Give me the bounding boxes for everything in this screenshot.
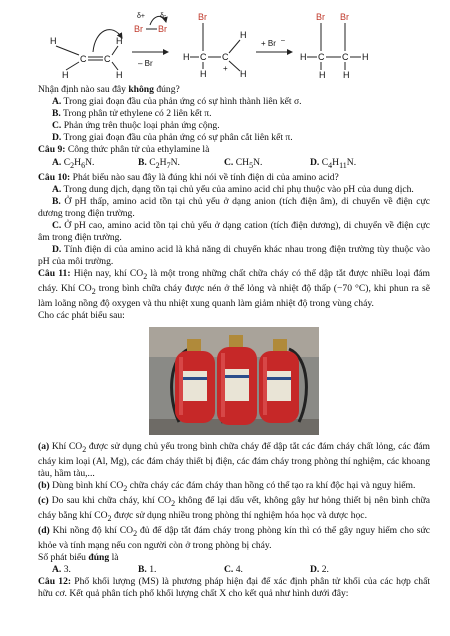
statement-c: (c) Do sau khi chữa cháy, khí $CO_2$ không để lại dấu vết, không gây hư hỏng thiết bị nên bình chữa cháy bằng khí $CO_2$ được sử dụng nhiều trong phòng thí nghiệm hóa học và dược học.	[38, 494, 430, 523]
arrow1-label: – Br	[138, 59, 153, 68]
br-atom-1: Br	[134, 24, 143, 34]
q11-options	[38, 564, 430, 576]
q9-option-d: D. $C_4H_{11}N$.	[310, 156, 357, 170]
intermediate-h1: H	[183, 52, 190, 62]
intermediate-h3: H	[240, 30, 247, 40]
product-h4: H	[343, 70, 350, 80]
dplus-label: δ+	[137, 13, 145, 20]
product-h2: H	[362, 52, 369, 62]
intermediate-h2: H	[200, 69, 207, 79]
carbocation-charge: +	[223, 64, 228, 73]
q10-option-d: D. Tính điện di của amino acid là khả năng di chuyển khác nhau trong điện trường tùy thuộc vào pH của môi trường.	[38, 244, 430, 268]
arrow2-label: + Br	[261, 39, 276, 48]
q11-count-prompt: Số phát biểu đúng là	[38, 551, 119, 563]
q10-option-a: A. Trong dung dịch, dạng tồn tại chủ yếu của amino acid chỉ phụ thuộc vào pH của dung dịch.	[52, 183, 414, 195]
arrow2-label-charge: –	[281, 37, 285, 44]
q8-option-d: D. Trong giai đoạn đầu của phản ứng có sự phân cắt liên kết π.	[52, 132, 293, 144]
question-9: Câu 9: Công thức phân tử của ethylamine là	[38, 144, 210, 156]
question-12: Câu 12: Phổ khối lượng (MS) là phương pháp hiện đại để xác định phân tử khối của các hợp chất hữu cơ. Kết quả phân tích phổ khối lượng chất X cho kết quả như hình dưới đây:	[38, 575, 431, 600]
ethylene-h3: H	[62, 70, 69, 80]
q11-option-d: D. 2.	[310, 563, 329, 575]
q10-option-c: C. Ở pH cao, amino acid tồn tại chủ yếu ở dạng cation (tích điện dương), di chuyển về điện cực âm trong điện trường.	[38, 219, 430, 244]
product-br1: Br	[316, 12, 325, 22]
document-body	[38, 84, 430, 600]
statement-b: (b) Dùng bình khí $CO_2$ chữa cháy các đám cháy than hồng có thể tạo ra khí độc hại và nguy hiểm.	[38, 479, 416, 493]
q10-option-b: B. Ở pH thấp, amino acid tồn tại chủ yếu ở dạng anion (tích điện âm), di chuyển về điện cực dương trong điện trường.	[38, 195, 430, 219]
statement-a: (a) Khí $CO_2$ được sử dụng chủ yếu trong bình chữa cháy để dập tắt các đám cháy chất lỏng, các đám cháy kim loại (Al, Mg), các đám cháy thiết bị điện, các đám cháy trong phòng thí nghiệm, các khoang tàu, hầm tàu,...	[38, 440, 431, 479]
product-h1: H	[300, 52, 307, 62]
ethylene-h4: H	[116, 70, 123, 80]
q8-option-a: A. Trong giai đoạn đầu của phản ứng có sự hình thành liên kết σ.	[52, 96, 302, 108]
co2-fire-extinguishers-photo	[149, 327, 319, 435]
statement-d: (d) Khi nồng độ khí $CO_2$ đủ để dập tắt đám cháy trong phòng kín thì có thể gây nguy hiểm cho sức khỏe và tính mạng nếu con người còn ở trong phòng bị cháy.	[38, 524, 430, 551]
q11-option-a: A. 3.	[52, 563, 71, 575]
product-c1: C	[318, 52, 325, 62]
ethylene-h1: H	[50, 36, 57, 46]
ethylene-c2: C	[104, 54, 111, 64]
intermediate-h4: H	[240, 69, 247, 79]
question-11: Câu 11: Hiện nay, khí $CO_2$ là một trong những chất chữa cháy có thể dập tắt được nhiều loại đám cháy. Khí $CO_2$ trong bình chữa cháy được nén ở thể lỏng và nhiệt độ thấp (−70 °C), khi phun ra sẽ làm loãng nồng độ oxygen và thu nhiệt xung quanh làm giảm nhiệt độ trong vùng cháy.	[38, 268, 431, 310]
intermediate-c2: C	[222, 52, 229, 62]
q8-option-c: C. Phản ứng trên thuộc loại phản ứng cộng.	[52, 120, 220, 132]
q9-options	[38, 157, 430, 172]
intermediate-br: Br	[198, 12, 207, 22]
question-10: Câu 10: Phát biểu nào sau đây là đúng khi nói về tính điện di của amino acid?	[38, 171, 339, 183]
product-br2: Br	[340, 12, 349, 22]
reaction-mechanism-scheme	[0, 0, 450, 82]
q9-option-b: B. $C_2H_7N$.	[138, 156, 180, 170]
ethylene-c1: C	[80, 54, 87, 64]
intermediate-c1: C	[200, 52, 207, 62]
ethylene-h2: H	[116, 36, 123, 46]
q9-option-c: C. $CH_5N$.	[224, 156, 263, 170]
q8-option-b: B. Trong phân tử ethylene có 2 liên kết π.	[52, 108, 212, 120]
q11-option-b: B. 1.	[138, 563, 157, 575]
product-h3: H	[319, 70, 326, 80]
dminus-label: δ-	[160, 13, 167, 20]
br-atom-2: Br	[158, 24, 167, 34]
question-8-stem: Nhận định nào sau đây không đúng?	[38, 84, 180, 95]
q11-option-c: C. 4.	[224, 563, 243, 575]
product-c2: C	[342, 52, 349, 62]
q11-intro: Cho các phát biểu sau:	[38, 310, 125, 322]
q9-option-a: A. $C_2H_6N$.	[52, 156, 95, 170]
